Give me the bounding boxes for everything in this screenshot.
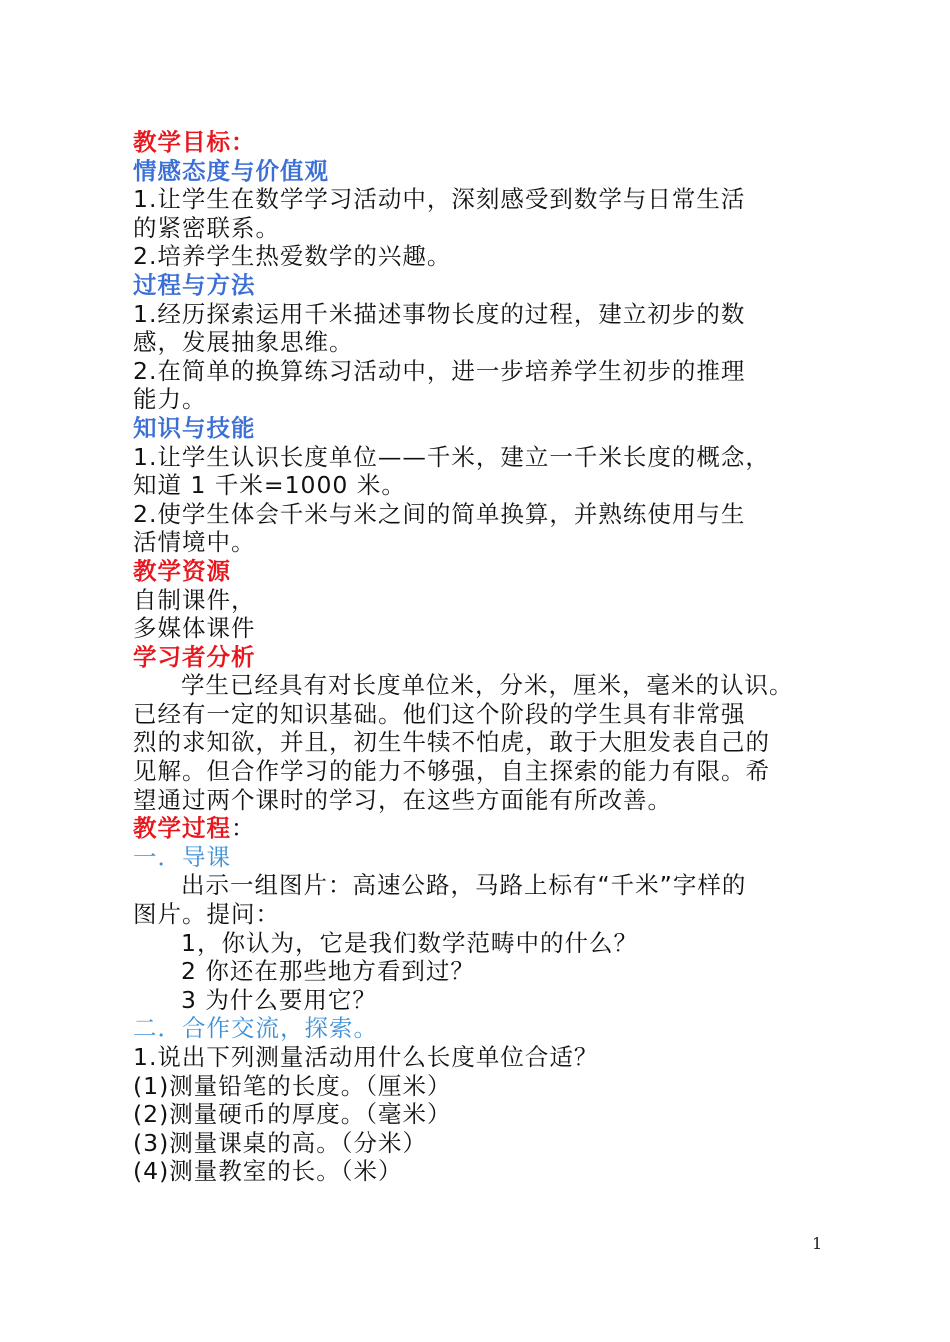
text-line [133, 500, 833, 529]
text-line [133, 557, 833, 586]
line-text: 情感态度与价值观 [133, 156, 329, 185]
text-line [133, 643, 833, 672]
text-line [133, 185, 833, 214]
text-line [133, 1129, 833, 1158]
line-text: 感，发展抽象思维。 [133, 328, 354, 357]
document-body [133, 128, 833, 1186]
text-line [133, 929, 833, 958]
line-text: 知识与技能 [133, 413, 256, 442]
text-line [133, 328, 833, 357]
line-text: 2.在简单的换算练习活动中，进一步培养学生初步的推理 [133, 356, 746, 385]
line-text: (4)测量教室的长。（米） [133, 1157, 403, 1186]
line-text: 二．合作交流，探索。 [133, 1014, 378, 1043]
text-line [133, 700, 833, 729]
line-text: 图片。提问： [133, 900, 280, 929]
line-text: 教学目标： [133, 128, 256, 156]
text-line [133, 957, 833, 986]
text-line [133, 1014, 833, 1043]
line-text: 学生已经具有对长度单位米，分米，厘米，毫米的认识。 [181, 671, 794, 700]
line-text: 2.培养学生热爱数学的兴趣。 [133, 242, 452, 271]
line-text: 1.经历探索运用千米描述事物长度的过程，建立初步的数 [133, 299, 746, 328]
text-line [133, 1043, 833, 1072]
text-line [133, 471, 833, 500]
line-text: 2.使学生体会千米与米之间的简单换算，并熟练使用与生 [133, 499, 746, 528]
text-line [133, 528, 833, 557]
text-line [133, 814, 833, 843]
text-line [133, 728, 833, 757]
line-text: 能力。 [133, 385, 207, 414]
line-text: (3)测量课桌的高。（分米） [133, 1128, 428, 1157]
line-text: 1.说出下列测量活动用什么长度单位合适？ [133, 1043, 599, 1071]
line-text: 1.让学生在数学学习活动中，深刻感受到数学与日常生活 [133, 185, 746, 214]
line-text: 2 你还在那些地方看到过？ [181, 957, 475, 986]
text-line [133, 385, 833, 414]
line-text: 已经有一定的知识基础。他们这个阶段的学生具有非常强 [133, 699, 746, 728]
line-text: (2)测量硬币的厚度。（毫米） [133, 1100, 452, 1129]
line-text: 教学过程 [133, 814, 231, 843]
text-line [133, 586, 833, 615]
text-line [133, 757, 833, 786]
text-line [133, 843, 833, 872]
text-line [133, 271, 833, 300]
line-text: 1.让学生认识长度单位——千米，建立一千米长度的概念， [133, 442, 770, 471]
text-line [133, 614, 833, 643]
line-text: 自制课件， [133, 585, 256, 614]
line-text: 烈的求知欲，并且，初生牛犊不怕虎，敢于大胆发表自己的 [133, 728, 770, 757]
line-text: 活情境中。 [133, 528, 256, 557]
text-line [133, 671, 833, 700]
text-line [133, 242, 833, 271]
text-line [133, 357, 833, 386]
line-text: 知道 1 千米=1000 米。 [133, 471, 406, 500]
text-line [133, 128, 833, 157]
line-text: 见解。但合作学习的能力不够强，自主探索的能力有限。希 [133, 757, 770, 786]
line-text: 出示一组图片：高速公路，马路上标有“千米”字样的 [181, 871, 747, 900]
text-line [133, 414, 833, 443]
text-line [133, 157, 833, 186]
line-text: 教学资源 [133, 556, 231, 585]
page-number: 1 [812, 1234, 823, 1253]
line-text: 过程与方法 [133, 270, 256, 299]
line-text: (1)测量铅笔的长度。（厘米） [133, 1071, 452, 1100]
text-line [133, 1157, 833, 1186]
text-line [133, 1072, 833, 1101]
line-text: 一．导课 [133, 842, 231, 871]
line-text: 的紧密联系。 [133, 213, 280, 242]
line-text: 多媒体课件 [133, 614, 256, 643]
line-text: 学习者分析 [133, 642, 256, 671]
line-text: 3 为什么要用它？ [181, 985, 377, 1014]
line-suffix: ： [231, 814, 256, 843]
text-line [133, 214, 833, 243]
line-text: 1，你认为，它是我们数学范畴中的什么？ [181, 928, 638, 957]
text-line [133, 786, 833, 815]
text-line [133, 871, 833, 900]
text-line [133, 900, 833, 929]
text-line [133, 300, 833, 329]
line-text: 望通过两个课时的学习，在这些方面能有所改善。 [133, 785, 672, 814]
text-line [133, 986, 833, 1015]
text-line [133, 1100, 833, 1129]
text-line [133, 443, 833, 472]
